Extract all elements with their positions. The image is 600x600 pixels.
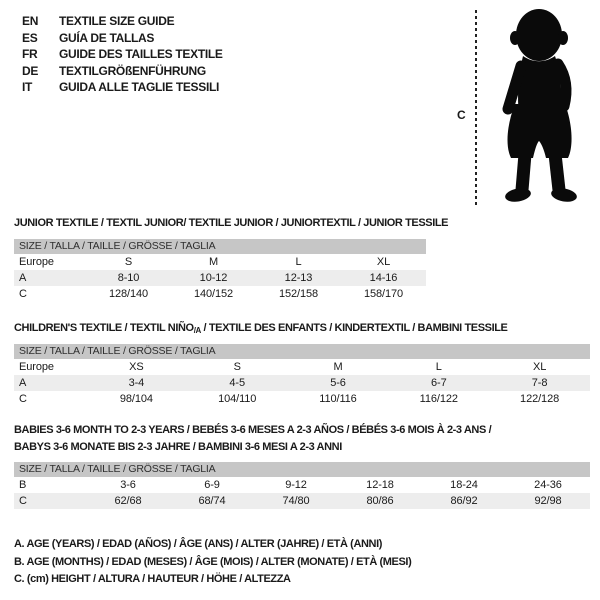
- section-title-children-prefix: CHILDREN'S TEXTILE / TEXTIL NIÑO: [14, 322, 194, 334]
- table-row-c: [14, 493, 590, 509]
- data-cell: 3-4: [128, 377, 145, 389]
- height-measure-dotted-line: [475, 10, 477, 206]
- col-header: S: [124, 256, 133, 268]
- baby-silhouette: [482, 6, 596, 208]
- row-label: Europe: [19, 256, 54, 268]
- footnote-a: A. AGE (YEARS) / EDAD (AÑOS) / ÂGE (ANS) / ALTER (JAHRE) / ETÀ (ANNI): [14, 538, 382, 550]
- data-cell: 92/98: [534, 495, 562, 507]
- language-row-it: [22, 79, 223, 96]
- section-title-junior: JUNIOR TEXTILE / TEXTIL JUNIOR/ TEXTILE JUNIOR / JUNIORTEXTIL / JUNIOR TESSILE: [14, 217, 449, 229]
- language-row-es: [22, 30, 223, 47]
- data-cell: 74/80: [282, 495, 310, 507]
- language-code: IT: [22, 80, 33, 94]
- section-title-children-suffix: / TEXTILE DES ENFANTS / KINDERTEXTIL / BAMBINI TESSILE: [200, 322, 508, 334]
- language-list: [22, 13, 223, 96]
- footnote-c: C. (cm) HEIGHT / ALTURA / HAUTEUR / HÖHE / ALTEZZA: [14, 573, 291, 585]
- row-label: C: [19, 495, 27, 507]
- data-cell: 8-10: [117, 272, 140, 284]
- size-header-bar: SIZE / TALLA / TAILLE / GRÖSSE / TAGLIA: [14, 462, 590, 477]
- row-label: A: [19, 377, 27, 389]
- data-cell: 62/68: [114, 495, 142, 507]
- data-cell: 14-16: [369, 272, 398, 284]
- language-row-en: [22, 13, 223, 30]
- data-cell: 4-5: [229, 377, 245, 389]
- babies-size-table: [14, 462, 590, 509]
- table-row-c: [14, 286, 426, 302]
- section-title-children: [14, 322, 508, 335]
- table-row-europe: [14, 359, 590, 375]
- data-cell: 7-8: [531, 377, 548, 389]
- height-label-c: C: [457, 108, 466, 122]
- language-code: ES: [22, 30, 38, 45]
- data-cell: 24-36: [534, 479, 562, 491]
- footnote-b: B. AGE (MONTHS) / EDAD (MESES) / ÂGE (MOIS) / ALTER (MONATE) / ETÀ (MESI): [14, 555, 412, 568]
- section-title-children-sub: /A: [193, 326, 201, 335]
- row-label: B: [19, 479, 27, 491]
- data-cell: 12-18: [366, 479, 394, 491]
- table-row-a: [14, 270, 426, 286]
- footnotes: [14, 536, 411, 589]
- table-row-b: [14, 477, 590, 493]
- col-header: XL: [376, 256, 391, 268]
- data-cell: 98/104: [119, 393, 153, 405]
- table-row-a: [14, 375, 590, 391]
- language-code: FR: [22, 47, 38, 61]
- section-title-babies-line1: BABIES 3-6 MONTH TO 2-3 YEARS / BEBÉS 3-6 MESES A 2-3 AÑOS / BÉBÉS 3-6 MOIS À 2-3 ANS /: [14, 424, 492, 436]
- data-cell: 86/92: [450, 495, 478, 507]
- guide-title-de: TEXTILGRÖßENFÜHRUNG: [59, 63, 206, 78]
- data-cell: 140/152: [193, 288, 234, 300]
- data-cell: 10-12: [199, 272, 228, 284]
- row-label: A: [19, 272, 27, 284]
- row-label: C: [19, 288, 27, 300]
- language-row-de: [22, 63, 223, 80]
- data-cell: 12-13: [284, 272, 313, 284]
- data-cell: 104/110: [218, 393, 257, 405]
- section-title-babies-line2: BABYS 3-6 MONATE BIS 2-3 JAHRE / BAMBINI 3-6 MESI A 2-3 ANNI: [14, 441, 342, 453]
- col-header: L: [295, 256, 302, 268]
- data-cell: 6-9: [204, 479, 220, 491]
- junior-size-table: [14, 239, 426, 302]
- data-cell: 158/170: [363, 288, 404, 300]
- language-code: EN: [22, 14, 39, 28]
- row-label: Europe: [19, 361, 54, 373]
- data-cell: 122/128: [520, 393, 560, 405]
- col-header: L: [435, 361, 442, 373]
- data-cell: 152/158: [278, 288, 319, 300]
- table-row-europe: [14, 254, 426, 270]
- col-header: M: [208, 256, 219, 268]
- data-cell: 18-24: [450, 479, 478, 491]
- col-header: M: [333, 361, 343, 373]
- language-row-fr: [22, 46, 223, 63]
- guide-title-es: GUÍA DE TALLAS: [59, 30, 155, 45]
- size-header-bar: SIZE / TALLA / TAILLE / GRÖSSE / TAGLIA: [14, 344, 590, 359]
- col-header: XS: [129, 361, 144, 373]
- data-cell: 5-6: [330, 377, 346, 389]
- children-size-table: [14, 344, 590, 407]
- data-cell: 9-12: [285, 479, 307, 491]
- data-cell: 68/74: [198, 495, 226, 507]
- row-label: C: [19, 393, 27, 405]
- table-row-c: [14, 391, 590, 407]
- data-cell: 110/116: [319, 393, 357, 405]
- data-cell: 116/122: [419, 393, 458, 405]
- size-header-bar: SIZE / TALLA / TAILLE / GRÖSSE / TAGLIA: [14, 239, 426, 254]
- data-cell: 128/140: [108, 288, 149, 300]
- data-cell: 6-7: [430, 377, 447, 389]
- guide-title-en: TEXTILE SIZE GUIDE: [59, 14, 175, 28]
- col-header: XL: [532, 361, 547, 373]
- data-cell: 3-6: [120, 479, 136, 491]
- language-code: DE: [22, 63, 39, 78]
- guide-title-fr: GUIDE DES TAILLES TEXTILE: [59, 47, 223, 61]
- col-header: S: [233, 361, 241, 373]
- data-cell: 80/86: [366, 495, 394, 507]
- guide-title-it: GUIDA ALLE TAGLIE TESSILI: [59, 80, 220, 94]
